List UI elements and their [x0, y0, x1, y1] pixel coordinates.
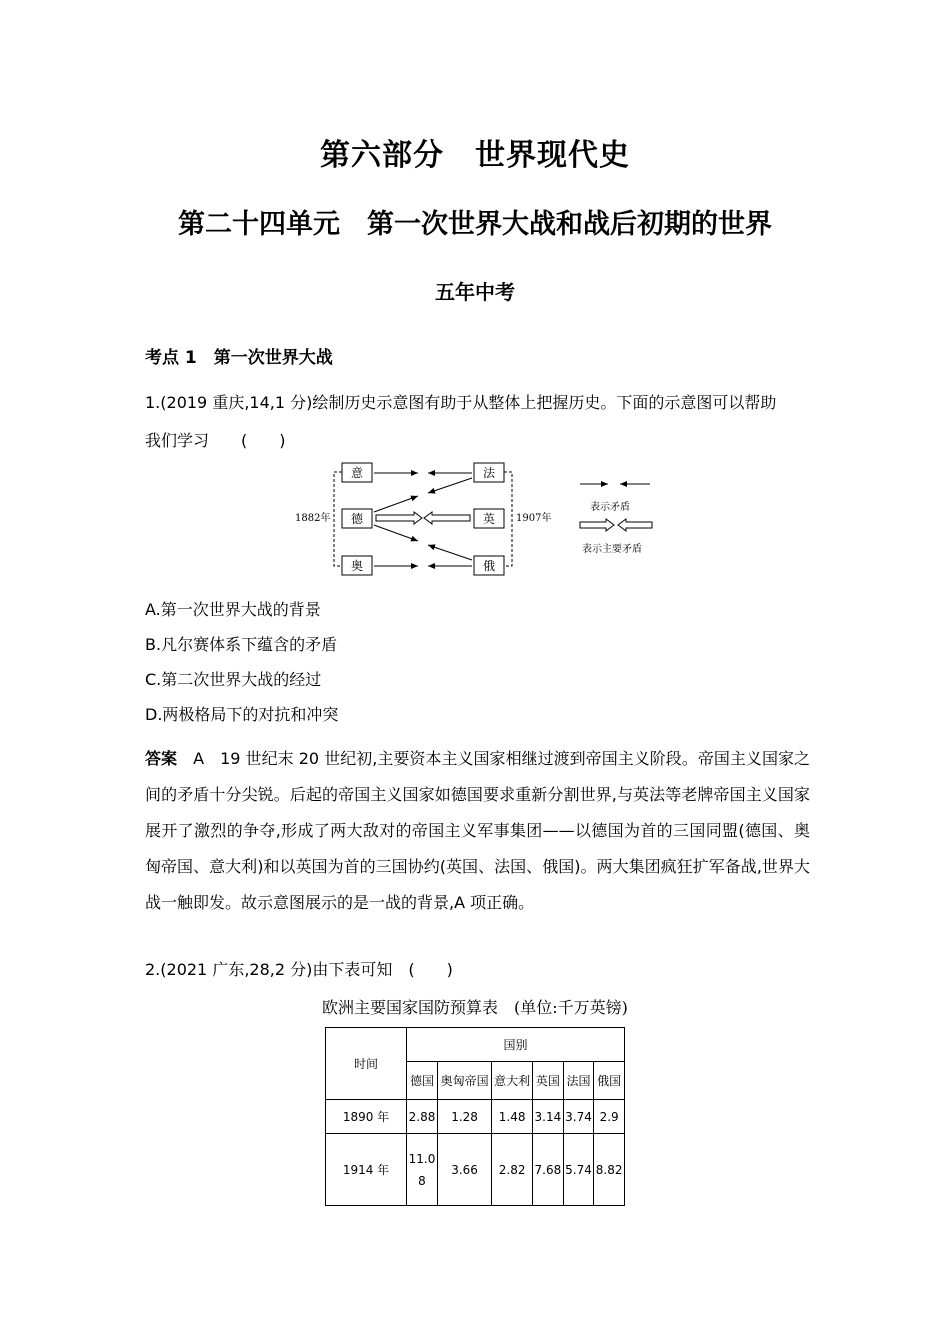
- q1-option-c: C.第二次世界大战的经过: [145, 670, 322, 689]
- unit-title: 第二十四单元 第一次世界大战和战后初期的世界: [178, 209, 772, 240]
- arrow-germany-france: [374, 478, 472, 512]
- q1-stem-line2: 我们学习 ( ): [145, 431, 286, 450]
- value-cell: 2.9: [594, 1100, 625, 1134]
- year-cell: 1914 年: [326, 1134, 407, 1206]
- answer-text: A 19 世纪末 20 世纪初,主要资本主义国家相继过渡到帝国主义阶段。帝国主义国家之间的矛盾十分尖锐。后起的帝国主义国家如德国要求重新分割世界,与英法等老牌帝国主义国家展开了激烈的争夺,形成了两大敌对的帝国主义军事集团——以德国为首的三国同盟(德国、奥匈帝国、意大利)和以英国为首的三国协约(英国、法国、俄国)。两大集团疯狂扩军备战,世界大战一触即发。故示意图展示的是一战的背景,A 项正确。: [145, 749, 810, 912]
- year-right: 1907年: [516, 513, 552, 524]
- legend-conflict: [580, 484, 650, 513]
- node-france: [474, 463, 504, 482]
- value-cell: 1.48: [492, 1100, 533, 1134]
- node-germany: [342, 509, 372, 528]
- node-austria: [342, 556, 372, 575]
- svg-text:表示主要矛盾: 表示主要矛盾: [582, 544, 642, 555]
- country-cell: 英国: [533, 1062, 564, 1100]
- country-cell: 德国: [407, 1062, 438, 1100]
- svg-text:意: 意: [350, 466, 364, 480]
- topic-heading: 考点 1 第一次世界大战: [145, 348, 333, 368]
- value-cell: 11.08: [407, 1134, 438, 1206]
- q1-option-d: D.两极格局下的对抗和冲突: [145, 705, 339, 724]
- value-cell: 2.88: [407, 1100, 438, 1134]
- section-title: 五年中考: [435, 280, 515, 304]
- year-left: 1882年: [295, 513, 331, 524]
- node-britain: [474, 509, 504, 528]
- value-cell: 2.82: [492, 1134, 533, 1206]
- q1-diagram: [290, 458, 670, 580]
- svg-text:法: 法: [482, 466, 496, 480]
- budget-table: [325, 1027, 625, 1206]
- table-row: [326, 1100, 625, 1134]
- left-bracket: [334, 472, 342, 566]
- q1-stem-line1: 1.(2019 重庆,14,1 分)绘制历史示意图有助于从整体上把握历史。下面的示意图可以帮助: [145, 393, 777, 412]
- country-cell: 意大利: [492, 1062, 533, 1100]
- svg-text:奥: 奥: [350, 559, 364, 573]
- part-title: 第六部分 世界现代史: [320, 138, 630, 173]
- value-cell: 3.14: [533, 1100, 564, 1134]
- node-russia: [474, 556, 504, 575]
- arrow-germany-russia: [374, 525, 472, 560]
- time-header: 时间: [326, 1028, 407, 1100]
- svg-text:俄: 俄: [482, 559, 496, 573]
- table-caption: 欧洲主要国家国防预算表 (单位:千万英镑): [322, 998, 628, 1017]
- value-cell: 8.82: [594, 1134, 625, 1206]
- value-cell: 1.28: [438, 1100, 492, 1134]
- main-arrow-germany-britain: [376, 512, 470, 524]
- q1-option-a: A.第一次世界大战的背景: [145, 600, 321, 619]
- node-italy: [342, 463, 372, 482]
- value-cell: 5.74: [563, 1134, 594, 1206]
- legend-main-conflict: [580, 519, 652, 555]
- q1-answer: [145, 741, 810, 921]
- q1-option-b: B.凡尔赛体系下蕴含的矛盾: [145, 635, 338, 654]
- value-cell: 7.68: [533, 1134, 564, 1206]
- country-cell: 奥匈帝国: [438, 1062, 492, 1100]
- answer-label: 答案: [145, 749, 178, 768]
- value-cell: 3.74: [563, 1100, 594, 1134]
- q2-stem: 2.(2021 广东,28,2 分)由下表可知 ( ): [145, 960, 453, 979]
- year-cell: 1890 年: [326, 1100, 407, 1134]
- country-header: 国别: [407, 1028, 625, 1062]
- right-bracket: [504, 472, 512, 566]
- country-cell: 法国: [563, 1062, 594, 1100]
- table-row: [326, 1134, 625, 1206]
- svg-text:表示矛盾: 表示矛盾: [590, 502, 630, 513]
- svg-text:英: 英: [482, 512, 496, 526]
- svg-text:德: 德: [350, 512, 364, 526]
- value-cell: 3.66: [438, 1134, 492, 1206]
- country-cell: 俄国: [594, 1062, 625, 1100]
